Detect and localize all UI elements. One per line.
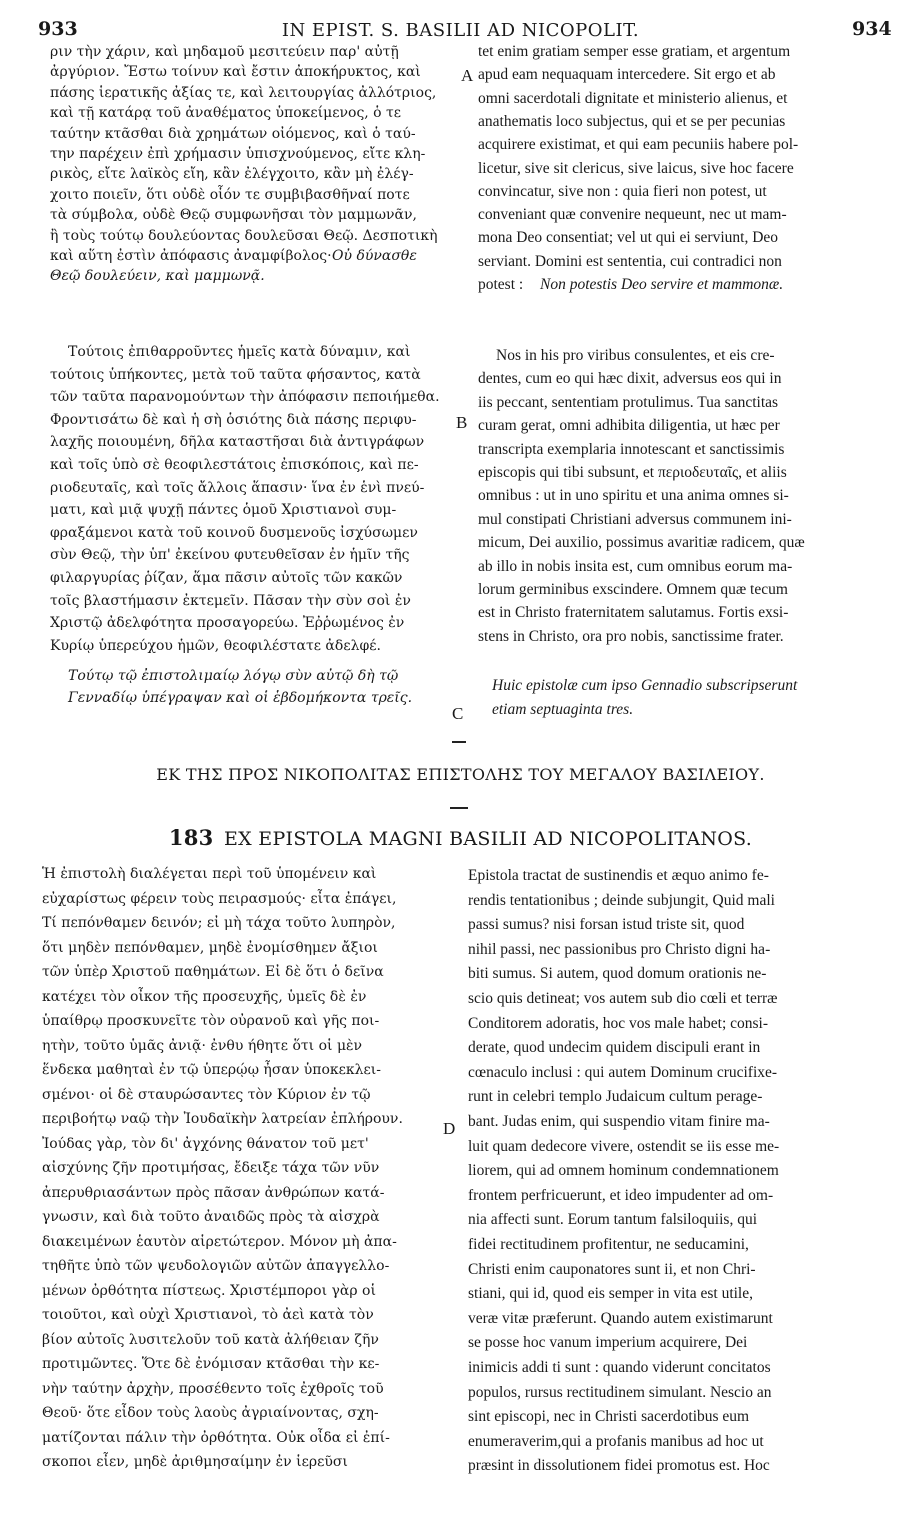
latin-text-line: serviant. Domini est sententia, cui contradici non [478, 252, 782, 270]
latin-text-line: Christi enim cauponatores sunt ii, et non Chri- [468, 1260, 756, 1278]
latin-text-line: ab illo in nobis insita est, cum omnibus eorum ma- [478, 557, 793, 575]
latin-text-line: scio quis detineat; vos autem sub dio cœli et terræ [468, 990, 778, 1007]
greek-text-line: βίον αὐτοῖς λυσιτελοῦν τοῦ κατὰ ἀλήθειαν ζῆν [42, 1331, 379, 1348]
latin-text-line: frontem perfricuerunt, et ideo impudenter ad om- [468, 1186, 774, 1204]
latin-text-line: licetur, sive sit clericus, sive laicus, sive hoc facere [478, 159, 794, 177]
greek-text-line: την παρέχειν ἐπὶ χρήμασιν ὑπισχνούμενος, εἴτε κλη- [50, 146, 426, 162]
latin-text-line: luit quam dedecore vivere, ostendit se iis esse me- [468, 1137, 780, 1155]
greek-text-line: κατέχει τὸν οἶκον τῆς προσευχῆς, ὑμεῖς δὲ ἐν [42, 988, 367, 1005]
greek-text-line: γνωσιν, καὶ διὰ τοῦτο ἀναιδῶς πρὸς τὰ αἰσχρὰ [42, 1209, 380, 1225]
greek-text-line: Τούτοις ἐπιθαρροῦντες ἡμεῖς κατὰ δύναμιν, καὶ [68, 344, 411, 360]
greek-text-line: τὰ σύμβολα, οὐδὲ Θεῷ συμφωνῆσαι τὸν μαμμωνᾶν, [50, 207, 417, 224]
greek-text-line: τηθῆτε ὑπὸ τῶν ψευδολογιῶν αὐτῶν ἀπαγγελλο- [42, 1258, 390, 1274]
latin-text-line: rendis tentationibus ; deinde subjungit, Quid mali [468, 891, 775, 909]
greek-text-line: φιλαργυρίας ῥίζαν, ἅμα πᾶσιν αὐτοῖς τῶν κακῶν [50, 570, 403, 586]
greek-text-line: ὑπαίθρῳ προσκυνεῖτε τὸν οὐρανοῦ καὶ γῆς ποι- [42, 1013, 380, 1029]
latin-text-line: Epistola tractat de sustinendis et æquo animo fe- [468, 867, 769, 884]
greek-text-line: ματίζονται πάλιν τὴν ὀρθότητα. Οὐκ οἶδα εἰ ἐπί- [42, 1429, 390, 1446]
latin-text-line: stiani, qui id, quod eis semper in vita est utile, [468, 1285, 753, 1303]
margin-marker-a: A [461, 66, 474, 85]
latin-quote-italic: Non potestis Deo servire et mammonæ. [540, 276, 784, 293]
running-title: IN EPIST. S. BASILII AD NICOPOLIT. [281, 20, 640, 41]
greek-text-line: Θεοῦ· ὅτε εἶδον τοὺς λαοὺς ἀγριαίνοντας, σχη- [42, 1405, 379, 1421]
margin-marker-d: D [443, 1119, 456, 1138]
greek-text-line: μένων ὀρθότητα πίστεως. Χριστέμποροι γὰρ οἱ [42, 1282, 376, 1299]
latin-text-line: cœnaculo inclusi : qui autem Dominum crucifixe- [468, 1063, 778, 1081]
page-number-left: 933 [38, 18, 78, 40]
section-heading-greek: ΕΚ ΤΗΣ ΠΡΟΣ ΝΙΚΟΠΟΛΙΤΑΣ ΕΠΙΣΤΟΛΗΣ ΤΟΥ ΜΕΓΑΛΟΥ ΒΑΣΙΛΕΙΟΥ. [156, 765, 765, 784]
greek-text-line: Χριστῷ ἀδελφότητα προσαγορεύω. Ἐῤῥωμένος ἐν [50, 615, 405, 632]
greek-text-line: ἀπερυθριασάντων πρὸς πᾶσαν ἀνθρώπων κατά- [42, 1184, 385, 1201]
latin-text-line: apud eam nequaquam intercedere. Sit ergo et ab [478, 66, 776, 84]
latin-text-line: mona Deo consentiat; vel ut qui ei serviunt, Deo [478, 229, 779, 247]
latin-text-line: præsint in dissolutionem fidei promotus est. Hoc [468, 1457, 770, 1475]
latin-text-line: liorem, qui ad omnem hominum condemnationem [468, 1162, 779, 1180]
latin-text-line: Conditorem adoratis, hoc vos male habet; consi- [468, 1014, 769, 1032]
section-heading-latin [0, 825, 921, 850]
greek-text-line: χοιτο ποιεῖν, ὅτι οὐδὲ οἷόν τε συμβιβασθῆναί ποτε [50, 186, 410, 203]
latin-text-line: runt in celebri templo Judaicum cultum perage- [468, 1088, 763, 1106]
greek-text-line: λαχῆς ποιουμένη, δῆλα καταστῆσαι διὰ ἀντιγράφων [50, 434, 425, 451]
greek-text-line: καὶ αὕτη ἐστὶν ἀπόφασις ἀναμφίβολος· [50, 248, 332, 264]
latin-text-line: omnibus : ut in uno spiritu et una anima omnes si- [478, 487, 789, 505]
latin-text-line: convincatur, sive non : quia fieri non potest, ut [478, 182, 767, 200]
latin-text-line: biti sumus. Si autem, quod domum orationis ne- [468, 965, 767, 983]
latin-text-line: bant. Judas enim, qui suspendio vitam finire ma- [468, 1113, 770, 1130]
latin-text-line: populos, rursus rectitudinem simulant. Nescio an [468, 1383, 772, 1401]
greek-text-line: ταύτην κτᾶσθαι διὰ χρημάτων οἰόμενος, καὶ ὁ ταύ- [50, 125, 416, 142]
latin-text-line: sint episcopi, nec in Christi sacerdotibus eum [468, 1408, 750, 1426]
greek-text-line: τούτοις ὑπήκοντες, μετὰ τοῦ ταῦτα φήσαντος, κατὰ [50, 366, 421, 383]
greek-text-line: ριοδευταῖς, καὶ τοῖς ἄλλοις ἅπασιν· ἵνα ἐν ἑνὶ πνεύ- [50, 479, 425, 496]
greek-text-line: τοῖς βλαστήμασιν ἐκτεμεῖν. Πᾶσαν τὴν σὺν σοὶ ἐν [50, 592, 411, 609]
latin-text-line: dentes, cum eo qui hæc dixit, adversus eos qui in [478, 370, 782, 388]
greek-text-line: διακειμένων ἑαυτὸν αἱρετώτερον. Μόνον μὴ ἀπα- [42, 1233, 397, 1250]
greek-text-line: καὶ τοῖς ὑπὸ σὲ θεοφιλεστάτοις ἐπισκόποις, καὶ πε- [50, 457, 419, 473]
greek-text-line: ητὴν, τοῦτο ὑμᾶς ἀνιᾷ· ἐνθυ ήθητε ὅτι οἱ μὲν [42, 1037, 363, 1054]
greek-text-line: Φροντισάτω δὲ καὶ ἡ σὴ ὁσιότης διὰ πάσης περιφυ- [50, 411, 417, 428]
latin-text-line: stens in Christo, ora pro nobis, sanctissime frater. [478, 627, 784, 645]
greek-text-line: τῶν ταῦτα παρανομούντων τὴν ἀπόφασιν πεποιήμεθα. [50, 389, 440, 406]
latin-text-line: lorum germinibus exscindere. Omnem quæ tecum [478, 581, 788, 598]
greek-text-line: Ἡ ἐπιστολὴ διαλέγεται περὶ τοῦ ὑπομένειν καὶ [42, 866, 377, 882]
latin-text-line: Nos in his pro viribus consulentes, et eis cre- [496, 347, 775, 364]
greek-text-line: σμένοι· οἱ δὲ σταυρώσαντες τὸν Κύριον ἐν τῷ [42, 1086, 371, 1103]
greek-text-line: σκοποι εἶεν, μηδὲ ἀριθμησαίμην ἐν ἱερεῦσι [42, 1454, 348, 1470]
latin-text-line: mul constipati Christiani adversus communem ini- [478, 510, 792, 528]
latin-subscript-line: etiam septuaginta tres. [492, 701, 634, 718]
latin-text-line: episcopis qui tibi subsunt, et περιοδευταῖς, et aliis [478, 464, 787, 481]
latin-text-line: curam gerat, omni adhibita diligentia, ut hæc per [478, 417, 780, 435]
greek-text-line: ἕνδεκα μαθηταὶ ἐν τῷ ὑπερῴῳ ἦσαν ὑποκεκλει- [42, 1062, 382, 1078]
latin-text-line: nihil passi, nec passionibus pro Christo digni ha- [468, 940, 771, 958]
divider-short [452, 741, 466, 743]
greek-text-line: ριν τὴν χάριν, καὶ μηδαμοῦ μεσιτεύειν παρ' αὐτῇ [50, 44, 399, 60]
latin-text-line: transcripta exemplaria innotescant et sanctissimis [478, 440, 785, 458]
greek-quote-italic-last: Θεῷ δουλεύειν, καὶ μαμμωνᾷ. [50, 268, 265, 285]
latin-text-line: micum, Dei auxilio, possimus avaritiæ radicem, quæ [478, 534, 805, 552]
greek-text-line: εὐχαρίστως φέρειν τοὺς πειρασμούς· εἶτα ἐπάγει, [42, 890, 397, 907]
latin-text-line: nia affecti sunt. Eorum tantum falsiloquiis, qui [468, 1211, 757, 1229]
greek-text-line: καὶ τῇ κατάρᾳ τοῦ ἀναθέματος ὑποκείμενος, ὁ τε [50, 105, 402, 122]
section-title-latin: EX EPISTOLA MAGNI BASILII AD NICOPOLITANOS. [223, 828, 753, 850]
greek-text-line: νὴν ταύτην ἀρχὴν, προσέθεντο τοῖς ἐχθροῖς τοῦ [42, 1380, 384, 1397]
latin-text-line: omni sacerdotali dignitate et ministerio alienus, et [478, 89, 788, 107]
greek-subscript-line: Τούτῳ τῷ ἐπιστολιμαίῳ λόγῳ σὺν αὐτῷ δὴ τῷ [68, 668, 399, 684]
greek-text-line: πάσης ἱερατικῆς ἀξίας τε, καὶ λειτουργίας ἀλλότριος, [50, 84, 437, 101]
latin-subscript-line: Huic epistolæ cum ipso Gennadio subscripserunt [492, 677, 798, 694]
latin-text-line: iis peccant, sententiam protulimus. Tua sanctitas [478, 393, 779, 411]
greek-text-line: φραξάμενοι κατὰ τοῦ κοινοῦ δυσμενοῦς ἰσχύσωμεν [50, 524, 418, 541]
margin-marker-b: B [456, 413, 468, 432]
greek-text-line: τοιοῦτοι, καὶ οὐχὶ Χριστιανοὶ, τὸ ἀεὶ κατὰ τὸν [42, 1307, 374, 1323]
latin-text-line: conveniant quæ convenire nequeunt, nec ut mam- [478, 206, 787, 224]
greek-text-line: ὅτι μηδὲν πεπόνθαμεν, μηδὲ ἐνομίσθημεν ἄξιοι [42, 939, 378, 956]
greek-text-line: σὺν Θεῷ, τὴν ὑπ' ἐκείνου φυτευθεῖσαν ἐν ἡμῖν τῆς [50, 547, 410, 564]
margin-marker-c: C [452, 704, 464, 723]
greek-text-line: προτιμῶντες. Ὅτε δὲ ἐνόμισαν κτᾶσθαι τὴν κε- [42, 1356, 380, 1372]
greek-quote-italic: Οὐ δύνασθε [332, 248, 417, 264]
latin-text-line: passi sumus? nisi forsan istud triste sit, quod [468, 916, 745, 934]
greek-text-line: Κυρίῳ ὑπερεύχου ἡμῶν, θεοφιλέστατε ἀδελφέ. [50, 637, 381, 654]
greek-text-line: ρικὸς, εἴτε λαϊκὸς εἴη, κἂν ἐλέγχοιτο, κἂν μὴ ἐλέγ- [50, 166, 414, 183]
divider-thick [450, 807, 468, 809]
page-number-right: 934 [852, 18, 892, 40]
latin-text-line: acquirere existimat, et qui eam pecuniis habere pol- [478, 136, 799, 154]
latin-text-line: inimicis addi ti sunt : quando viderunt concitatos [468, 1359, 771, 1376]
greek-text-line: ἢ τοὺς τούτῳ δουλεύοντας δουλεῦσαι Θεῷ. Δεσποτικὴ [50, 227, 438, 244]
greek-text-line: τῶν ὑπὲρ Χριστοῦ παθημάτων. Εἰ δὲ ὅτι ὁ δεῖνα [42, 964, 384, 980]
greek-text-line: Ἰούδας γὰρ, τὸν δι' ἀγχόνης θάνατον τοῦ μετ' [42, 1135, 369, 1152]
latin-text-line: veræ vitæ præferunt. Quando autem existimarunt [468, 1309, 773, 1327]
greek-subscript-line: Γενναδίῳ ὑπέγραψαν καὶ οἱ ἑβδομήκοντα τρεῖς. [68, 690, 413, 706]
greek-text-line: ματι, καὶ μιᾷ ψυχῇ πάντες ὁμοῦ Χριστιανοὶ συμ- [50, 502, 397, 519]
greek-text-line: Τί πεπόνθαμεν δεινόν; εἰ μὴ τάχα τοῦτο λυπηρὸν, [42, 915, 396, 931]
section-number: 183 [168, 825, 214, 850]
greek-text-line: αἰσχύνης ζῆν προτιμήσας, ἔδειξε τάχα τῶν νῦν [42, 1160, 380, 1176]
latin-text-line: est in Christo fraternitatem salutamus. Fortis exsi- [478, 604, 789, 622]
latin-text-line: potest : [478, 276, 524, 293]
latin-text-line: enumeraverim,qui a profanis manibus ad hoc ut [468, 1432, 764, 1450]
latin-text-line: se posse hoc vanum imperium acquirere, Dei [468, 1334, 748, 1352]
greek-text-line: ἀργύριον. Ἔστω τοίνυν καὶ ἔστιν ἀποκήρυκτος, καὶ [50, 64, 421, 81]
latin-text-line: fidei rectitudinem profitentur, ne seducamini, [468, 1236, 749, 1253]
latin-text-line: derate, quod undecim quidem discipuli erant in [468, 1039, 761, 1057]
latin-text-line: tet enim gratiam semper esse gratiam, et argentum [478, 43, 791, 60]
latin-text-line: anathematis loco subjectus, qui et se per pecunias [478, 112, 786, 130]
greek-text-line: περιβοήτῳ ναῷ τὴν Ἰουδαϊκὴν λατρείαν ἐπλήρουν. [42, 1111, 403, 1127]
